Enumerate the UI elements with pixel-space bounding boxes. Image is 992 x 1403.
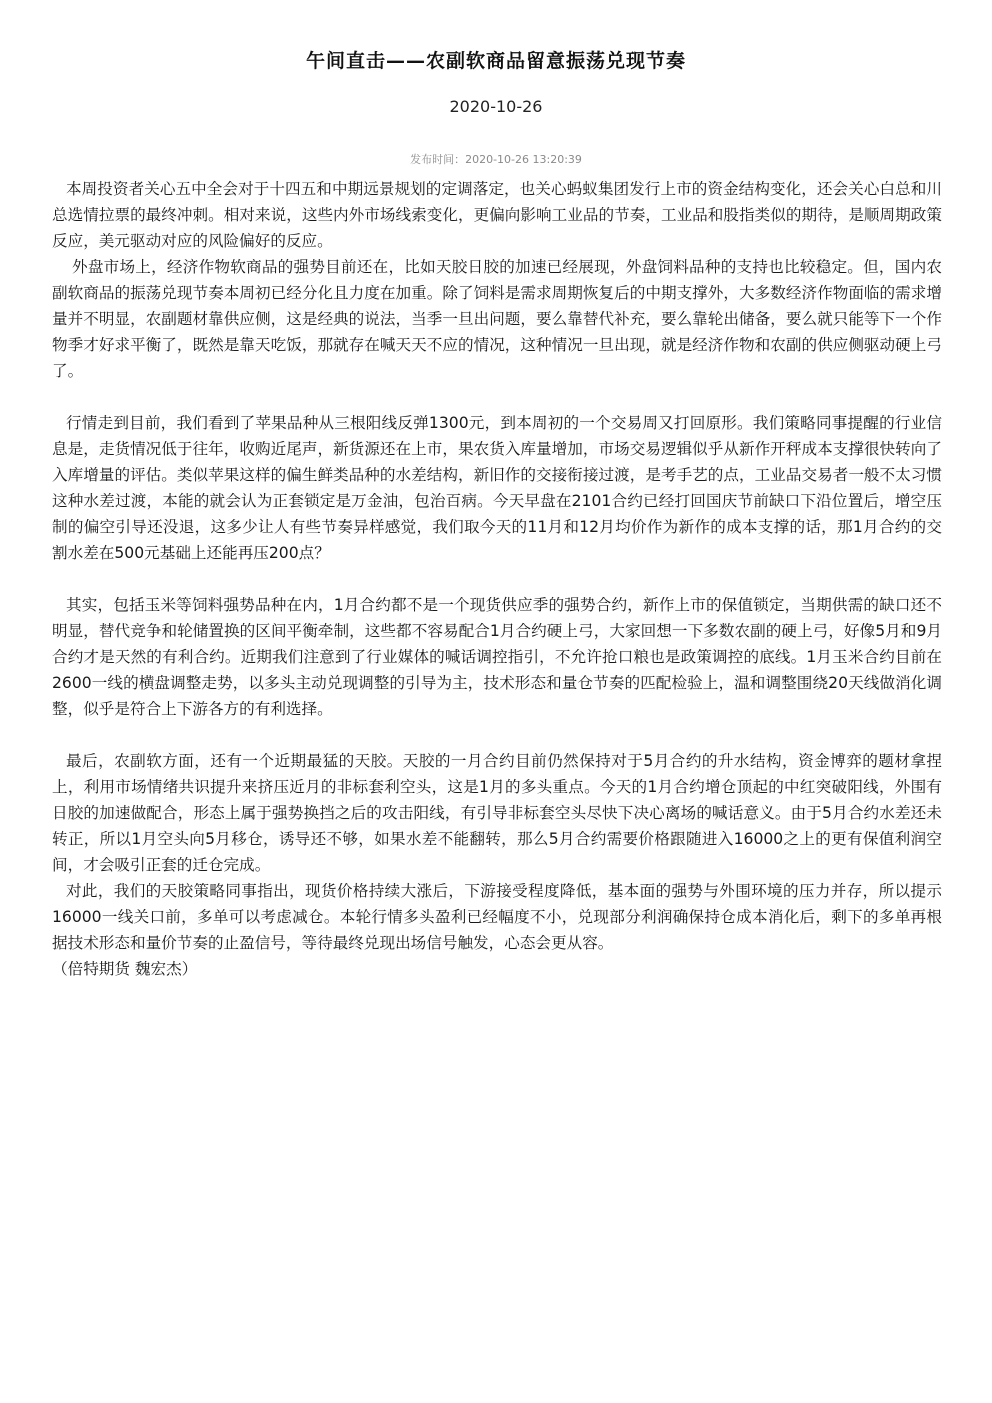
paragraph-5: 最后，农副软方面，还有一个近期最猛的天胶。天胶的一月合约目前仍然保持对于5月合约的升水结构，资金博弈的题材拿捏上，利用市场情绪共识提升来挤压近月的非标套利空头，这是1月的多头重点。今天的1月合约增仓顶起的中红突破阳线，外围有日胶的加速做配合，形态上属于强势换挡之后的攻击阳线，有引导非标套空头尽快下决心离场的喊话意义。由于5月合约水差还未转正，所以1月空头向5月移仓，诱导还不够，如果水差不能翻转，那么5月合约需要价格跟随进入16000之上的更有保值利润空间，才会吸引正套的迁仓完成。: [52, 752, 942, 874]
author-signature: （倍特期货 魏宏杰）: [52, 960, 198, 978]
paragraph-6: 对此，我们的天胶策略同事指出，现货价格持续大涨后，下游接受程度降低，基本面的强势与外围环境的压力并存，所以提示16000一线关口前，多单可以考虑减仓。本轮行情多头盈利已经幅度不小，兑现部分利润确保持仓成本消化后，剩下的多单再根据技术形态和量价节奏的止盈信号，等待最终兑现出场信号触发，心态会更从容。: [52, 882, 942, 952]
paragraph-2: 外盘市场上，经济作物软商品的强势目前还在，比如天胶日胶的加速已经展现，外盘饲料品种的支持也比较稳定。但，国内农副软商品的振荡兑现节奏本周初已经分化且力度在加重。除了饲料是需求周期恢复后的中期支撑外，大多数经济作物面临的需求增量并不明显，农副题材靠供应侧，这是经典的说法，当季一旦出问题，要么靠替代补充，要么靠轮出储备，要么就只能等下一个作物季才好求平衡了，既然是靠天吃饭，那就存在喊天天不应的情况，这种情况一旦出现，就是经济作物和农副的供应侧驱动硬上弓了。: [52, 258, 942, 380]
paragraph-4: 其实，包括玉米等饲料强势品种在内，1月合约都不是一个现货供应季的强势合约，新作上市的保值锁定，当期供需的缺口还不明显，替代竞争和轮储置换的区间平衡牵制，这些都不容易配合1月合约硬上弓，大家回想一下多数农副的硬上弓，好像5月和9月合约才是天然的有利合约。近期我们注意到了行业媒体的喊话调控指引，不允许抢口粮也是政策调控的底线。1月玉米合约目前在2600一线的横盘调整走势，以多头主动兑现调整的引导为主，技术形态和量仓节奏的匹配检验上，温和调整围绕20天线做消化调整，似乎是符合上下游各方的有利选择。: [52, 596, 942, 718]
article-title: 午间直击——农副软商品留意振荡兑现节奏: [305, 50, 686, 72]
paragraph-1: 本周投资者关心五中全会对于十四五和中期远景规划的定调落定，也关心蚂蚁集团发行上市的资金结构变化，还会关心白总和川总选情拉票的最终冲刺。相对来说，这些内外市场线索变化，更偏向影响工业品的节奏，工业品和股指类似的期待，是顺周期政策反应，美元驱动对应的风险偏好的反应。: [52, 180, 942, 250]
article-date: 2020-10-26: [449, 97, 543, 116]
paragraph-3: 行情走到目前，我们看到了苹果品种从三根阳线反弹1300元，到本周初的一个交易周又打回原形。我们策略同事提醒的行业信息是，走货情况低于往年，收购近尾声，新货源还在上市，果农货入库量增加，市场交易逻辑似乎从新作开秤成本支撑很快转向了入库增量的评估。类似苹果这样的偏生鲜类品种的水差结构，新旧作的交接衔接过渡，是考手艺的点，工业品交易者一般不太习惯这种水差过渡，本能的就会认为正套锁定是万金油，包治百病。今天早盘在2101合约已经打回国庆节前缺口下沿位置后，增空压制的偏空引导还没退，这多少让人有些节奏异样感觉，我们取今天的11月和12月均价作为新作的成本支撑的话，那1月合约的交割水差在500元基础上还能再压200点？: [52, 414, 942, 562]
publish-time: 发布时间：2020-10-26 13:20:39: [410, 153, 582, 166]
article-body: [52, 176, 942, 982]
